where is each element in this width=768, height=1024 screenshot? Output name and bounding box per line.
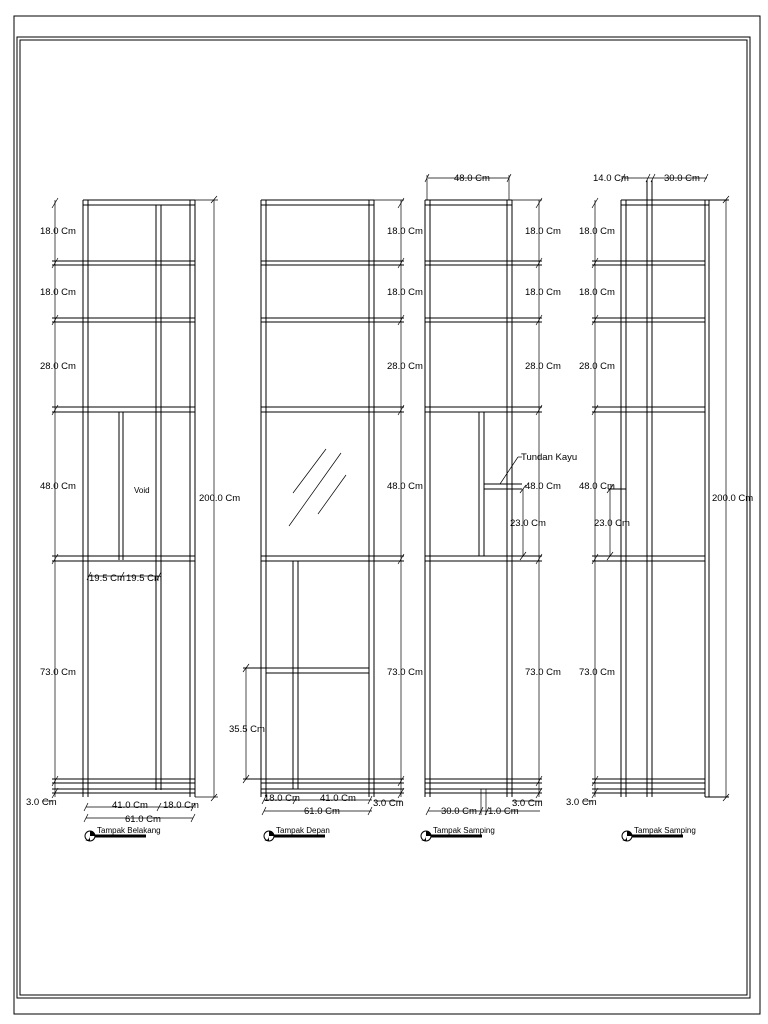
view-tampak-samping-2 xyxy=(583,174,729,841)
belakang-void: Void xyxy=(134,486,150,495)
belakang-bottom-total: 61.0 Cm xyxy=(125,814,161,825)
samping2-top-left: 14.0 Cm xyxy=(593,173,629,184)
depan-bottom-total: 61.0 Cm xyxy=(304,806,340,817)
belakang-h6: 3.0 Cm xyxy=(26,797,57,808)
samping1-bottom-mid: 1.0 Cm xyxy=(488,806,519,817)
belakang-h2: 18.0 Cm xyxy=(40,287,76,298)
samping2-title: Tampak Samping xyxy=(634,826,696,835)
samping1-callout: Tundan Kayu xyxy=(521,452,578,463)
samping1-title: Tampak Samping xyxy=(433,826,495,835)
view-tampak-samping-1 xyxy=(421,174,542,841)
samping2-h1: 18.0 Cm xyxy=(579,226,615,237)
belakang-total: 200.0 Cm xyxy=(199,493,241,504)
belakang-h1: 18.0 Cm xyxy=(40,226,76,237)
depan-h5: 73.0 Cm xyxy=(387,667,423,678)
belakang-bottom-side: 18.0 Cm xyxy=(163,800,199,811)
depan-title: Tampak Depan xyxy=(276,826,330,835)
depan-h4: 48.0 Cm xyxy=(387,481,423,492)
samping2-inner-height: 23.0 Cm xyxy=(594,518,630,529)
samping1-h2: 18.0 Cm xyxy=(525,287,561,298)
belakang-split-left: 19.5 Cm xyxy=(89,573,125,584)
depan-bottom-inner: 41.0 Cm xyxy=(320,793,356,804)
samping1-bottom-left: 30.0 Cm xyxy=(441,806,477,817)
depan-bottom-base: 3.0 Cm xyxy=(373,798,404,809)
samping2-h6: 3.0 Cm xyxy=(566,797,597,808)
samping1-h1: 18.0 Cm xyxy=(525,226,561,237)
samping1-inner-height: 23.0 Cm xyxy=(510,518,546,529)
samping2-h5: 73.0 Cm xyxy=(579,667,615,678)
depan-h2: 18.0 Cm xyxy=(387,287,423,298)
depan-h1: 18.0 Cm xyxy=(387,226,423,237)
belakang-h3: 28.0 Cm xyxy=(40,361,76,372)
samping1-h4: 48.0 Cm xyxy=(525,481,561,492)
samping2-h4: 48.0 Cm xyxy=(579,481,615,492)
belakang-bottom-inner: 41.0 Cm xyxy=(112,800,148,811)
belakang-title: Tampak Belakang xyxy=(97,826,161,835)
belakang-h5: 73.0 Cm xyxy=(40,667,76,678)
samping1-bottom-right: 3.0 Cm xyxy=(512,798,543,809)
inner-border-inner xyxy=(20,40,747,995)
view-tampak-depan xyxy=(243,198,404,841)
samping1-h3: 28.0 Cm xyxy=(525,361,561,372)
samping2-total: 200.0 Cm xyxy=(712,493,754,504)
samping2-h3: 28.0 Cm xyxy=(579,361,615,372)
samping1-h5: 73.0 Cm xyxy=(525,667,561,678)
belakang-h4: 48.0 Cm xyxy=(40,481,76,492)
depan-h3: 28.0 Cm xyxy=(387,361,423,372)
inner-border-outer xyxy=(17,37,750,998)
samping1-top-width: 48.0 Cm xyxy=(454,173,490,184)
belakang-split-right: 19.5 Cm xyxy=(126,573,162,584)
depan-door-height: 35.5 Cm xyxy=(229,724,265,735)
depan-bottom-side: 18.0 Cm xyxy=(264,793,300,804)
samping2-h2: 18.0 Cm xyxy=(579,287,615,298)
samping2-top-right: 30.0 Cm xyxy=(664,173,700,184)
outer-border xyxy=(14,16,760,1014)
